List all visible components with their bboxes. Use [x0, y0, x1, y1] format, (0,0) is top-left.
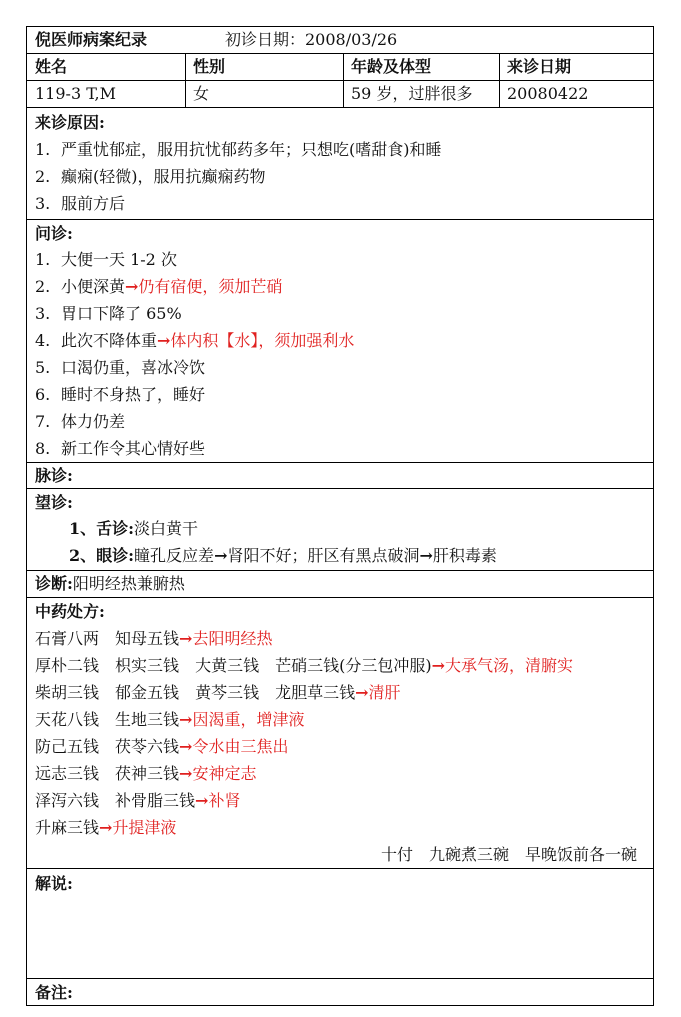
header-age-build: 年龄及体型 [351, 57, 432, 76]
prescription-line: 天花八钱 生地三钱→因渴重，增津液 [35, 710, 305, 729]
list-item: 8. 新工作令其心情好些 [35, 439, 206, 458]
arrow-right-icon: → [99, 818, 113, 837]
header-sex: 性别 [193, 57, 226, 76]
pulse-label: 脉诊: [35, 466, 73, 485]
list-item: 6. 睡时不身热了，睡好 [35, 385, 206, 404]
arrow-right-icon: → [179, 710, 193, 729]
prescription-label: 中药处方: [35, 602, 105, 621]
prescription-line: 升麻三钱→升提津液 [35, 818, 177, 837]
arrow-right-icon: → [179, 629, 193, 648]
tongue-diagnosis: 1、舌诊:淡白黄干 [69, 519, 199, 538]
inquiry-section [27, 220, 653, 463]
arrow-right-icon: → [214, 546, 228, 565]
header-name: 姓名 [35, 57, 68, 76]
arrow-right-icon: → [125, 277, 139, 296]
arrow-right-icon: → [179, 737, 193, 756]
explanation-section [27, 869, 653, 979]
patient-visit-date: 20080422 [507, 84, 589, 103]
arrow-right-icon: → [179, 764, 193, 783]
patient-header-row [27, 54, 653, 81]
list-item: 2. 小便深黄→仍有宿便，须加芒硝 [35, 277, 283, 296]
diagnosis: 诊断:阳明经热兼腑热 [35, 574, 185, 593]
prescription-line: 泽泻六钱 补骨脂三钱→补肾 [35, 791, 241, 810]
list-item: 2. 癫痫(轻微)，服用抗癫痫药物 [35, 167, 266, 186]
record-title: 倪医师病案纪录 [35, 30, 148, 49]
prescription-line: 远志三钱 茯神三钱→安神定志 [35, 764, 257, 783]
list-item: 3. 胃口下降了 65% [35, 304, 182, 323]
arrow-right-icon: → [195, 791, 209, 810]
prescription-line: 厚朴二钱 枳实三钱 大黄三钱 芒硝三钱(分三包冲服)→大承气汤，清腑实 [35, 656, 574, 675]
list-item: 7. 体力仍差 [35, 412, 126, 431]
case-record-form [26, 26, 654, 1006]
dosage-instructions: 十付 九碗煮三碗 早晚饭前各一碗 [380, 845, 637, 864]
list-item: 5. 口渴仍重，喜冰冷饮 [35, 358, 206, 377]
prescription-line: 防己五钱 茯苓六钱→令水由三焦出 [35, 737, 289, 756]
remarks-label: 备注: [35, 983, 73, 1002]
prescription-section [27, 598, 653, 869]
diagnosis-section [27, 571, 653, 598]
reason-label: 来诊原因: [35, 113, 105, 132]
patient-age-build: 59 岁，过胖很多 [351, 84, 473, 103]
title-row [27, 27, 653, 54]
observation-section [27, 489, 653, 571]
list-item: 1. 严重忧郁症，服用抗忧郁药多年；只想吃(嗜甜食)和睡 [35, 140, 442, 159]
inquiry-label: 问诊: [35, 224, 73, 243]
list-item: 1. 大便一天 1-2 次 [35, 250, 177, 269]
arrow-right-icon: → [419, 546, 433, 565]
patient-sex: 女 [193, 84, 210, 103]
observation-label: 望诊: [35, 493, 73, 512]
reason-section [27, 108, 653, 220]
remarks-section [27, 979, 653, 1005]
explanation-label: 解说: [35, 874, 73, 893]
patient-name: 119-3 T,M [35, 84, 116, 103]
pulse-section [27, 463, 653, 489]
eye-diagnosis: 2、眼诊:瞳孔反应差→肾阳不好；肝区有黑点破洞→肝积毒素 [69, 546, 497, 565]
arrow-right-icon: → [431, 656, 445, 675]
prescription-line: 柴胡三钱 郁金五钱 黄芩三钱 龙胆草三钱→清肝 [35, 683, 401, 702]
list-item: 3. 服前方后 [35, 194, 126, 213]
first-visit-date: 初诊日期：2008/03/26 [225, 30, 398, 49]
patient-values-row [27, 81, 653, 108]
list-item: 4. 此次不降体重→体内积【水】，须加强利水 [35, 331, 355, 350]
arrow-right-icon: → [355, 683, 369, 702]
prescription-line: 石膏八两 知母五钱→去阳明经热 [35, 629, 273, 648]
header-visit-date: 来诊日期 [507, 57, 572, 76]
arrow-right-icon: → [157, 331, 171, 350]
